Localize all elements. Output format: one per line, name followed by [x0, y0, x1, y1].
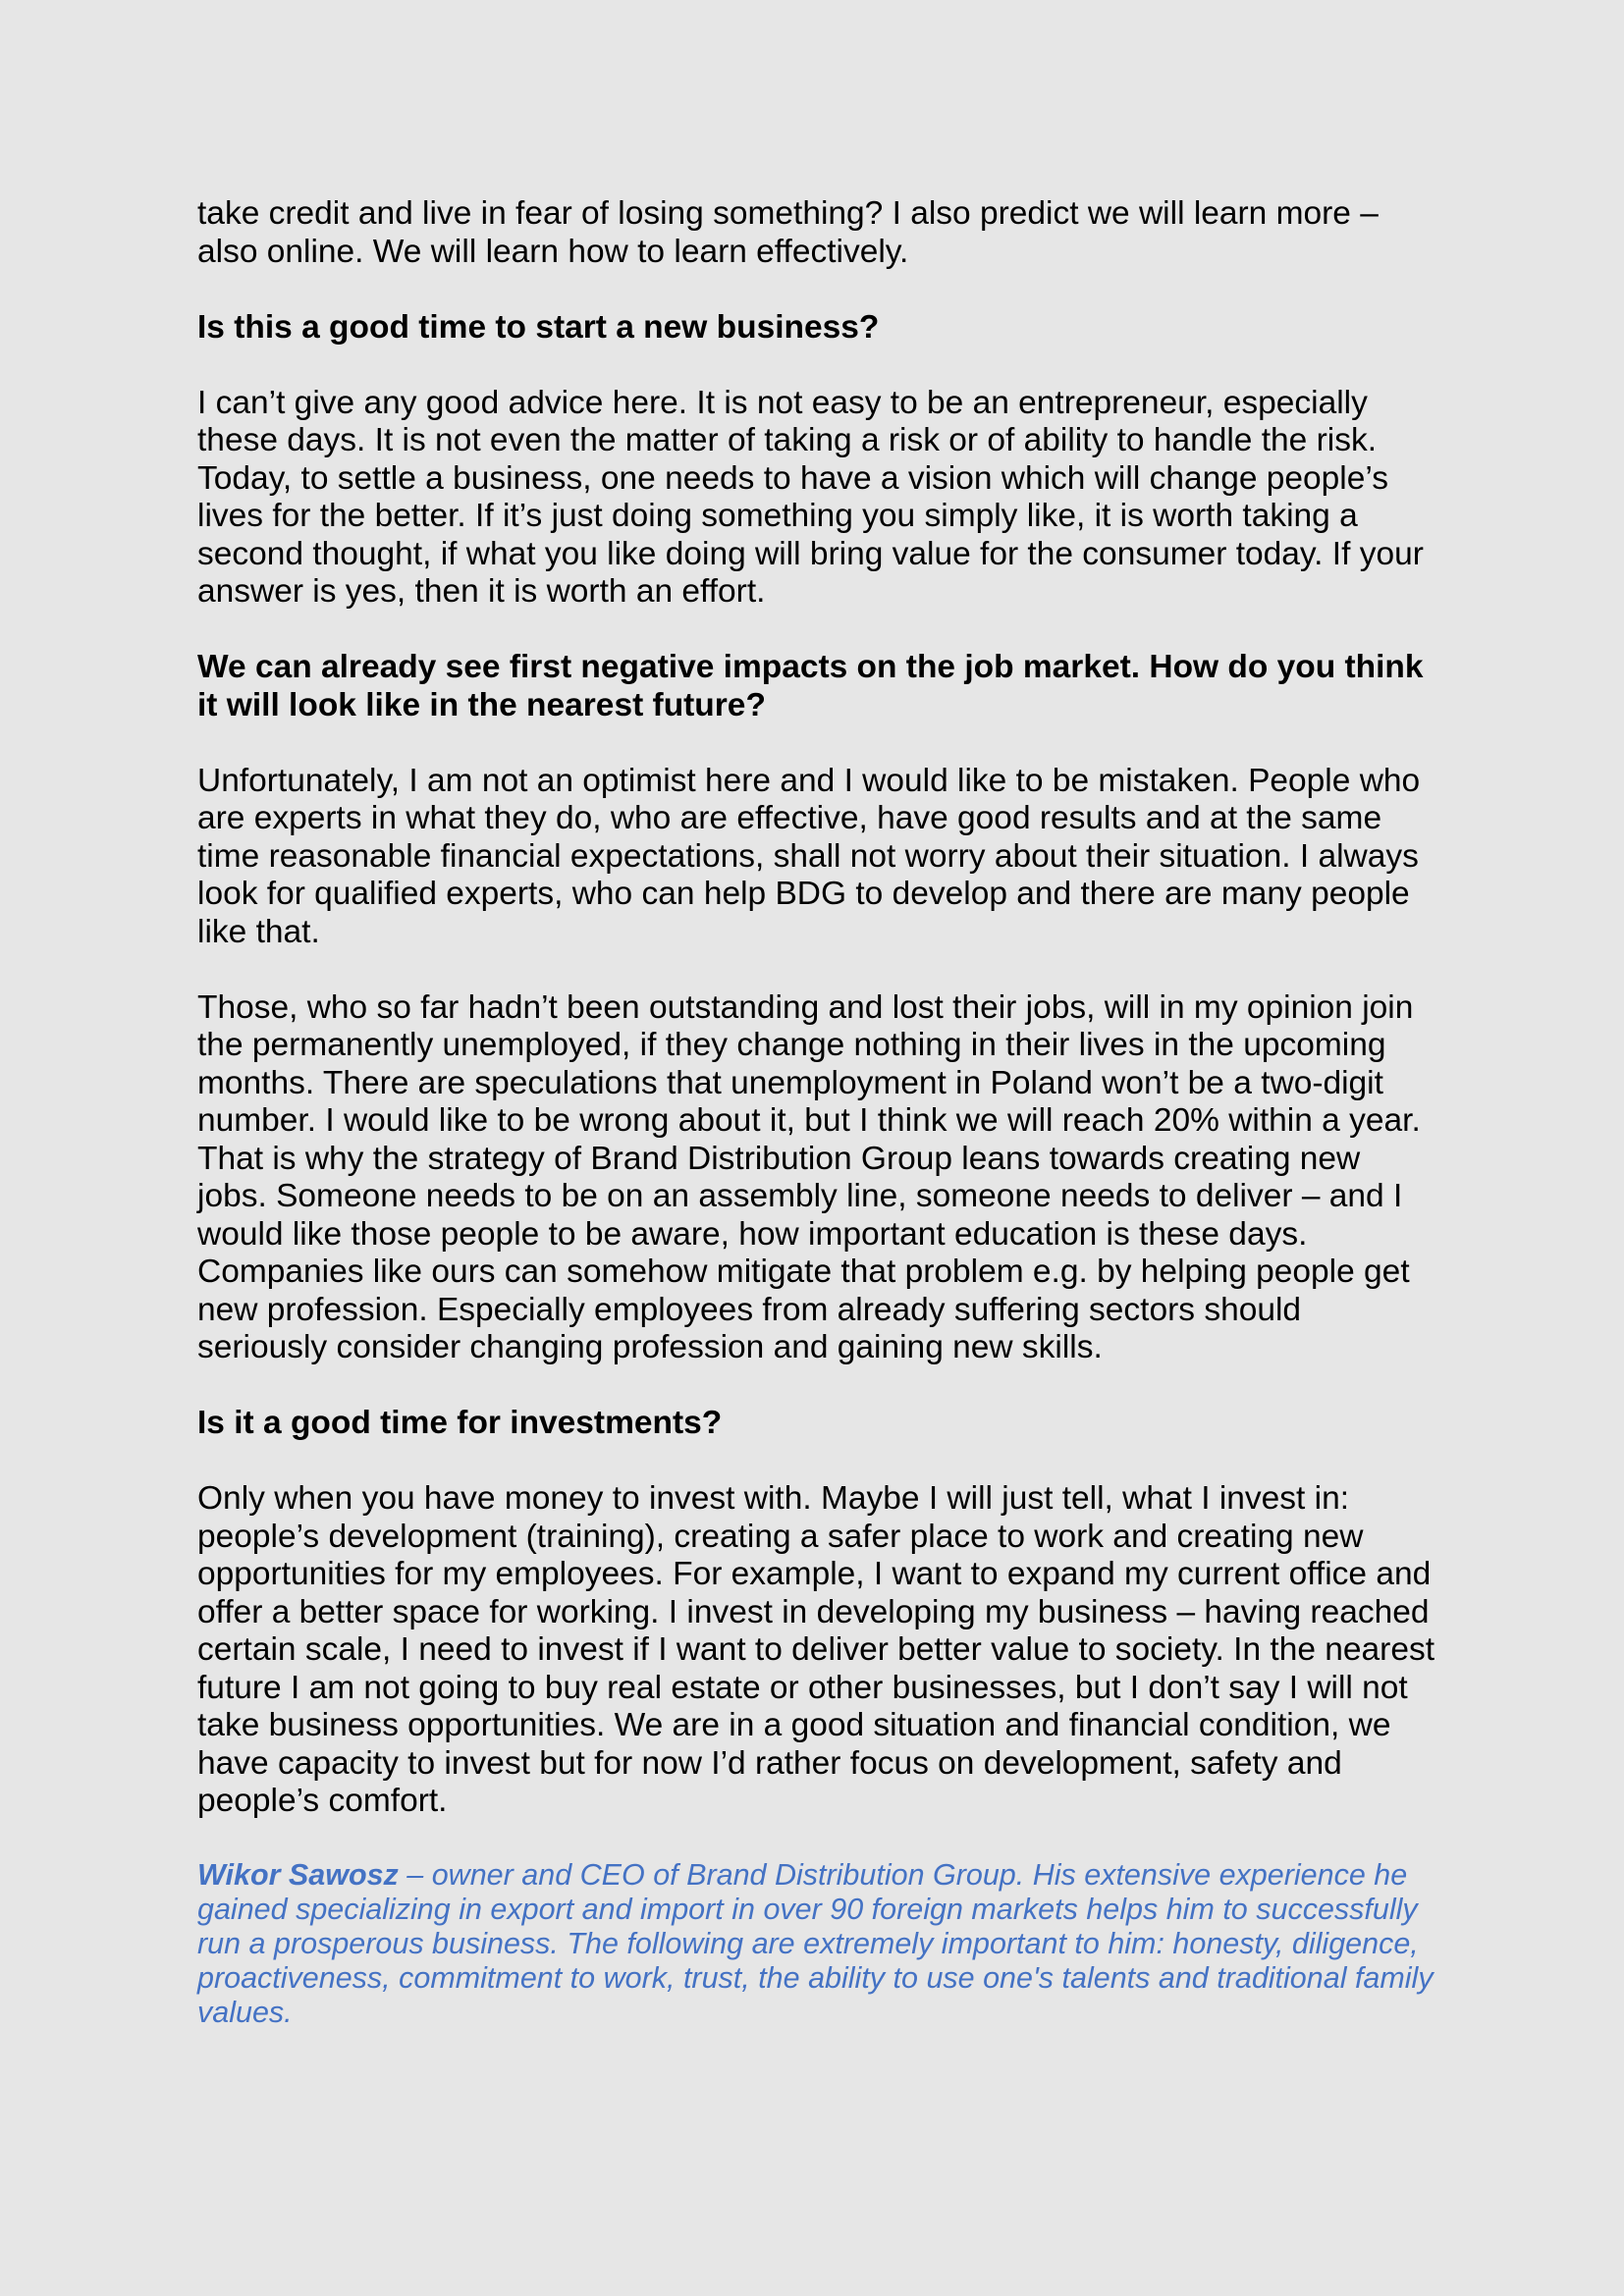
spacer — [197, 1367, 1436, 1406]
spacer — [197, 347, 1436, 385]
author-name: Wikor Sawosz — [197, 1858, 399, 1892]
intro-paragraph: take credit and live in fear of losing something? I also predict we will learn more – also online. We will learn how to learn effectively. — [197, 195, 1379, 270]
question-heading: Is it a good time for investments? — [197, 1405, 723, 1441]
answer-paragraph: Those, who so far hadn’t been outstanding and lost their jobs, will in my opinion join the permanently unemployed, if they change nothing in their lives in the upcoming months. There are speculations that unemployment in Poland won’t be a two-digit number. I would like to be wrong about it, but I think we will reach 20% within a year. That is why the strategy of Brand Distribution Group leans towards creating new jobs. Someone needs to be on an assembly line, someone needs to deliver – and I would like those people to be aware, how important education is these days. Companies like ours can somehow mitigate that problem e.g. by helping people get new profession. Especially employees from already suffering sectors should seriously consider changing profession and gaining new skills. — [197, 988, 1421, 1365]
spacer — [197, 951, 1436, 989]
author-bio-text: – owner and CEO of Brand Distribution Group. His extensive experience he gained specializing in export and import in over 90 foreign markets helps him to successfully run a prosperous business. The following are extremely important to him: honesty, diligence, proactiveness, commitment to work, trust, the ability to use one's talents and traditional family values. — [197, 1858, 1434, 2029]
answer-paragraph: Unfortunately, I am not an optimist here and I would like to be mistaken. People who are experts in what they do, who are effective, have good results and at the same time reasonable financial expectations, shall not worry about their situation. I always look for qualified experts, who can help BDG to develop and there are many people like that. — [197, 762, 1421, 950]
spacer — [197, 271, 1436, 309]
spacer — [197, 724, 1436, 763]
answer-paragraph: I can’t give any good advice here. It is not easy to be an entrepreneur, especially these days. It is not even the matter of taking a risk or of ability to handle the risk. Today, to settle a business, one needs to have a vision which will change people’s lives for the better. If it’s just doing something you simply like, it is worth taking a second thought, if what you like doing will bring value for the consumer today. If your answer is yes, then it is worth an effort. — [197, 384, 1424, 610]
answer-paragraph: Only when you have money to invest with. Maybe I will just tell, what I invest in: people’s development (training), creating a safer place to work and creating new opportunities for my employees. For example, I want to expand my current office and offer a better space for working. I invest in developing my business – having reached certain scale, I need to invest if I want to deliver better value to society. In the nearest future I am not going to buy real estate or other businesses, but I don’t say I will not take business opportunities. We are in a good situation and financial condition, we have capacity to invest but for now I’d rather focus on development, safety and people’s comfort. — [197, 1480, 1435, 1819]
author-bio — [197, 1858, 1436, 2030]
spacer — [197, 612, 1436, 650]
spacer — [197, 1443, 1436, 1481]
question-heading: Is this a good time to start a new business? — [197, 308, 880, 346]
spacer — [197, 1821, 1436, 1859]
question-heading: We can already see first negative impacts on the job market. How do you think it will look like in the nearest future? — [197, 649, 1424, 723]
article-body — [197, 195, 1436, 2030]
